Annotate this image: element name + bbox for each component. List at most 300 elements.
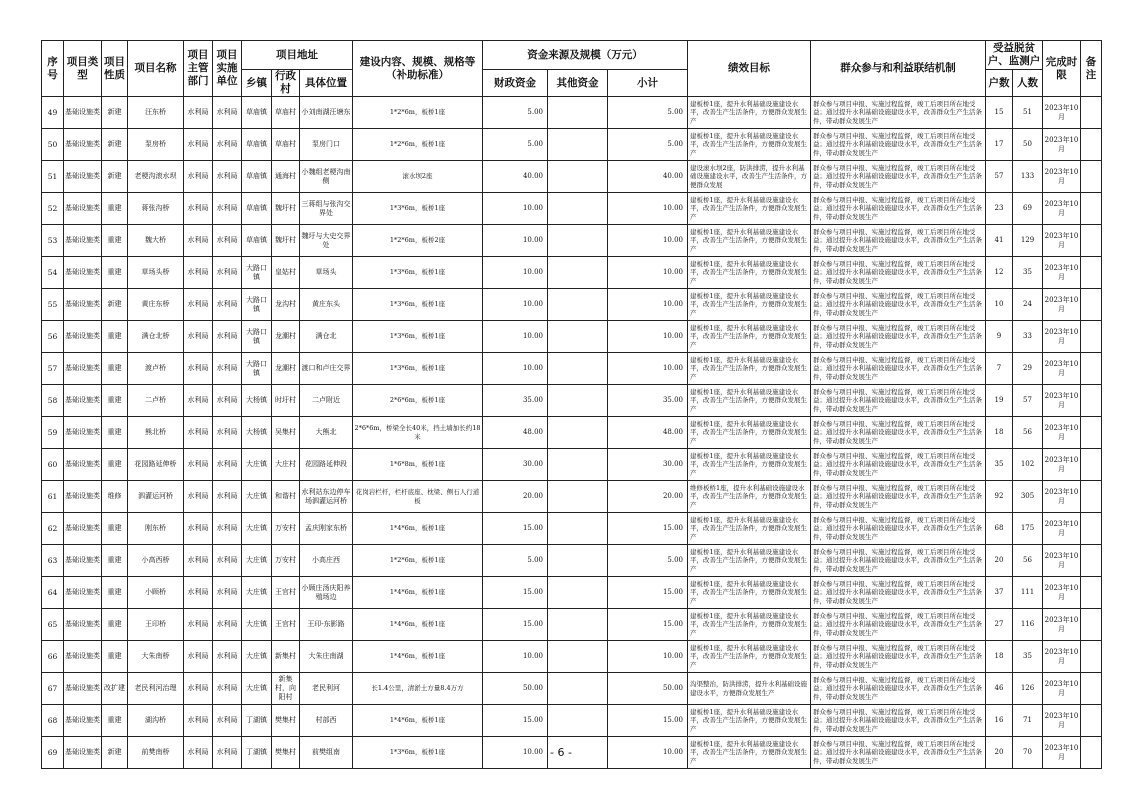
cell-content: 1*3*6m，板桥1座 [353, 257, 483, 289]
cell-nature: 重建 [102, 417, 128, 449]
header-fiscal: 财政资金 [483, 70, 548, 97]
cell-content: 1*4*6m，板桥1座 [353, 705, 483, 737]
cell-content: 1*2*6m，板桥2座 [353, 225, 483, 257]
cell-people: 175 [1013, 513, 1043, 545]
cell-households: 16 [986, 705, 1013, 737]
cell-type: 基础设施类 [64, 481, 102, 513]
cell-remark [1081, 673, 1102, 705]
cell-town: 大路口镇 [242, 257, 272, 289]
cell-remark [1081, 97, 1102, 129]
cell-nature: 重建 [102, 641, 128, 673]
cell-content: 1*6*8m，板桥1座 [353, 449, 483, 481]
cell-name: 满仓北桥 [128, 321, 184, 353]
cell-type: 基础设施类 [64, 673, 102, 705]
cell-name: 小高西桥 [128, 545, 184, 577]
cell-seq: 68 [42, 705, 64, 737]
cell-type: 基础设施类 [64, 513, 102, 545]
cell-subtotal: 20.00 [608, 481, 688, 513]
cell-village: 吴集村 [272, 417, 300, 449]
cell-dept: 水利局 [184, 97, 213, 129]
cell-other [548, 97, 608, 129]
cell-location: 泵房门口 [300, 129, 353, 161]
header-dept: 项目主管部门 [184, 41, 213, 97]
cell-unit: 水利局 [213, 449, 242, 481]
cell-dept: 水利局 [184, 705, 213, 737]
cell-remark [1081, 545, 1102, 577]
cell-village: 大庄村 [272, 449, 300, 481]
cell-name: 老梗沟滚水坝 [128, 161, 184, 193]
cell-type: 基础设施类 [64, 609, 102, 641]
cell-other [548, 641, 608, 673]
cell-remark [1081, 193, 1102, 225]
cell-location: 渡口和卢庄交界 [300, 353, 353, 385]
cell-dept: 水利局 [184, 225, 213, 257]
cell-other [548, 321, 608, 353]
cell-goal: 建板桥1座，提升水利基础设施建设水平，改善生产生活条件，方便群众发展生产 [688, 545, 811, 577]
cell-other [548, 353, 608, 385]
cell-town: 大庄镇 [242, 449, 272, 481]
cell-deadline: 2023年10月 [1043, 417, 1081, 449]
cell-subtotal: 10.00 [608, 193, 688, 225]
cell-dept: 水利局 [184, 609, 213, 641]
cell-other [548, 481, 608, 513]
cell-deadline: 2023年10月 [1043, 257, 1081, 289]
cell-village: 王官村 [272, 609, 300, 641]
cell-deadline: 2023年10月 [1043, 129, 1081, 161]
cell-households: 23 [986, 193, 1013, 225]
cell-seq: 59 [42, 417, 64, 449]
header-funds: 资金来源及规模（万元） [483, 41, 688, 70]
cell-other [548, 609, 608, 641]
cell-seq: 63 [42, 545, 64, 577]
cell-name: 前樊南桥 [128, 737, 184, 769]
cell-goal: 建板桥1座，提升水利基础设施建设水平，改善生产生活条件，方便群众发展生产 [688, 193, 811, 225]
cell-fiscal: 48.00 [483, 417, 548, 449]
cell-remark [1081, 161, 1102, 193]
cell-seq: 56 [42, 321, 64, 353]
cell-location: 小刘南湖汪塘东 [300, 97, 353, 129]
cell-location: 大朱庄南湖 [300, 641, 353, 673]
cell-fiscal: 30.00 [483, 449, 548, 481]
cell-goal: 建板桥1座，提升水利基础设施建设水平，改善生产生活条件，方便群众发展生产 [688, 353, 811, 385]
cell-remark [1081, 353, 1102, 385]
cell-goal: 建板桥1座，提升水利基础设施建设水平，改善生产生活条件，方便群众发展生产 [688, 417, 811, 449]
cell-people: 29 [1013, 353, 1043, 385]
table-header [42, 41, 1102, 97]
cell-deadline: 2023年10月 [1043, 321, 1081, 353]
cell-households: 15 [986, 97, 1013, 129]
cell-nature: 新建 [102, 129, 128, 161]
cell-type: 基础设施类 [64, 193, 102, 225]
cell-seq: 50 [42, 129, 64, 161]
cell-remark [1081, 289, 1102, 321]
cell-dept: 水利局 [184, 641, 213, 673]
table-row [42, 481, 1102, 513]
cell-seq: 66 [42, 641, 64, 673]
cell-unit: 水利局 [213, 481, 242, 513]
cell-deadline: 2023年10月 [1043, 481, 1081, 513]
cell-fiscal: 10.00 [483, 737, 548, 769]
cell-nature: 重建 [102, 577, 128, 609]
cell-remark [1081, 385, 1102, 417]
cell-fiscal: 10.00 [483, 257, 548, 289]
cell-nature: 重建 [102, 225, 128, 257]
cell-content: 花岗岩栏杆，栏杆底座、枕梁、侧石人行道板 [353, 481, 483, 513]
cell-subtotal: 10.00 [608, 641, 688, 673]
cell-seq: 67 [42, 673, 64, 705]
cell-mechanism: 群众参与项目申报、实施过程监督，竣工后项目所在地受益；通过提升水利基础设施建设水平，改善群众生产生活条件，带动群众发展生产 [811, 289, 986, 321]
cell-seq: 58 [42, 385, 64, 417]
cell-location: 草场头 [300, 257, 353, 289]
cell-unit: 水利局 [213, 353, 242, 385]
cell-subtotal: 50.00 [608, 673, 688, 705]
cell-village: 新集村 [272, 641, 300, 673]
cell-town: 大路口镇 [242, 321, 272, 353]
table-row [42, 225, 1102, 257]
cell-type: 基础设施类 [64, 641, 102, 673]
cell-goal: 建板桥1座，提升水利基础设施建设水平，改善生产生活条件，方便群众发展生产 [688, 449, 811, 481]
cell-nature: 维修 [102, 481, 128, 513]
cell-town: 大庄镇 [242, 577, 272, 609]
cell-village: 万安村 [272, 513, 300, 545]
cell-location: 村部西 [300, 705, 353, 737]
cell-other [548, 385, 608, 417]
cell-people: 24 [1013, 289, 1043, 321]
cell-content: 1*4*6m，板桥1座 [353, 641, 483, 673]
cell-goal: 建板桥1座，提升水利基础设施建设水平，改善生产生活条件，方便群众发展生产 [688, 385, 811, 417]
header-beneficiary: 受益脱贫户、监测户 [986, 41, 1043, 70]
cell-town: 丁湖镇 [242, 705, 272, 737]
cell-name: 二卢桥 [128, 385, 184, 417]
cell-type: 基础设施类 [64, 417, 102, 449]
cell-name: 渡卢桥 [128, 353, 184, 385]
cell-content: 2*6*6m，板桥1座 [353, 385, 483, 417]
cell-type: 基础设施类 [64, 577, 102, 609]
cell-content: 长1.4公里，清淤土方量8.4万方 [353, 673, 483, 705]
cell-town: 大庄镇 [242, 609, 272, 641]
cell-deadline: 2023年10月 [1043, 705, 1081, 737]
header-type: 项目类型 [64, 41, 102, 97]
cell-name: 蒋张沟桥 [128, 193, 184, 225]
cell-name: 花园路延伸桥 [128, 449, 184, 481]
header-address: 项目地址 [242, 41, 353, 70]
cell-fiscal: 10.00 [483, 193, 548, 225]
table-row [42, 385, 1102, 417]
cell-remark [1081, 129, 1102, 161]
cell-fiscal: 40.00 [483, 161, 548, 193]
cell-mechanism: 群众参与项目申报、实施过程监督，竣工后项目所在地受益；通过提升水利基础设施建设水平，改善群众生产生活条件，带动群众发展生产 [811, 353, 986, 385]
cell-town: 草庙镇 [242, 97, 272, 129]
cell-type: 基础设施类 [64, 705, 102, 737]
cell-mechanism: 群众参与项目申报、实施过程监督，竣工后项目所在地受益；通过提升水利基础设施建设水平，改善群众生产生活条件，带动群众发展生产 [811, 193, 986, 225]
cell-seq: 52 [42, 193, 64, 225]
cell-nature: 重建 [102, 385, 128, 417]
cell-nature: 新建 [102, 289, 128, 321]
cell-mechanism: 群众参与项目申报、实施过程监督，竣工后项目所在地受益；通过提升水利基础设施建设水平，改善群众生产生活条件，带动群众发展生产 [811, 673, 986, 705]
cell-town: 草庙镇 [242, 129, 272, 161]
cell-dept: 水利局 [184, 289, 213, 321]
cell-town: 大路口镇 [242, 353, 272, 385]
cell-households: 10 [986, 289, 1013, 321]
cell-other [548, 289, 608, 321]
cell-households: 37 [986, 577, 1013, 609]
cell-nature: 新建 [102, 97, 128, 129]
cell-name: 泵房桥 [128, 129, 184, 161]
cell-dept: 水利局 [184, 129, 213, 161]
header-town: 乡镇 [242, 70, 272, 97]
cell-seq: 64 [42, 577, 64, 609]
cell-unit: 水利局 [213, 161, 242, 193]
cell-seq: 49 [42, 97, 64, 129]
cell-town: 大路口镇 [242, 289, 272, 321]
cell-unit: 水利局 [213, 641, 242, 673]
cell-town: 大庄镇 [242, 545, 272, 577]
cell-unit: 水利局 [213, 545, 242, 577]
cell-content: 2*6*6m，桥梁全长40米，挡土墙加长约18米 [353, 417, 483, 449]
cell-location: 大熊北 [300, 417, 353, 449]
cell-subtotal: 10.00 [608, 225, 688, 257]
cell-remark [1081, 257, 1102, 289]
header-content: 建设内容、规模、规格等（补助标准） [353, 41, 483, 97]
cell-goal: 建板桥1座，提升水利基础设施建设水平，改善生产生活条件，方便群众发展生产 [688, 641, 811, 673]
cell-nature: 重建 [102, 257, 128, 289]
cell-content: 1*3*6m，板桥1座 [353, 289, 483, 321]
table-row [42, 673, 1102, 705]
cell-content: 1*4*6m，板桥1座 [353, 577, 483, 609]
table-row [42, 289, 1102, 321]
cell-nature: 改扩建 [102, 673, 128, 705]
cell-village: 王官村 [272, 577, 300, 609]
cell-remark [1081, 609, 1102, 641]
table-row [42, 257, 1102, 289]
cell-content: 1*2*6m，板桥1座 [353, 129, 483, 161]
cell-deadline: 2023年10月 [1043, 449, 1081, 481]
cell-fiscal: 10.00 [483, 353, 548, 385]
cell-name: 刚东桥 [128, 513, 184, 545]
cell-location: 小顾庄汤庆阳养殖场边 [300, 577, 353, 609]
table-row [42, 609, 1102, 641]
header-remark: 备注 [1081, 41, 1102, 97]
cell-people: 116 [1013, 609, 1043, 641]
cell-remark [1081, 225, 1102, 257]
header-seq: 序号 [42, 41, 64, 97]
cell-village: 樊集村 [272, 737, 300, 769]
cell-people: 50 [1013, 129, 1043, 161]
cell-people: 129 [1013, 225, 1043, 257]
cell-subtotal: 5.00 [608, 129, 688, 161]
cell-households: 19 [986, 385, 1013, 417]
cell-remark [1081, 641, 1102, 673]
cell-location: 小魏组老梗沟南侧 [300, 161, 353, 193]
cell-deadline: 2023年10月 [1043, 577, 1081, 609]
cell-location: 三蒋组与张沟交界处 [300, 193, 353, 225]
cell-location: 老民利河 [300, 673, 353, 705]
cell-nature: 重建 [102, 609, 128, 641]
cell-fiscal: 50.00 [483, 673, 548, 705]
cell-dept: 水利局 [184, 353, 213, 385]
cell-dept: 水利局 [184, 577, 213, 609]
cell-town: 丁湖镇 [242, 737, 272, 769]
cell-mechanism: 群众参与项目申报、实施过程监督，竣工后项目所在地受益；通过提升水利基础设施建设水平，改善群众生产生活条件，带动群众发展生产 [811, 481, 986, 513]
cell-households: 27 [986, 609, 1013, 641]
cell-people: 71 [1013, 705, 1043, 737]
cell-deadline: 2023年10月 [1043, 161, 1081, 193]
cell-fiscal: 15.00 [483, 513, 548, 545]
cell-nature: 重建 [102, 193, 128, 225]
cell-seq: 69 [42, 737, 64, 769]
cell-deadline: 2023年10月 [1043, 513, 1081, 545]
cell-goal: 建板桥1座，提升水利基础设施建设水平，改善生产生活条件，方便群众发展生产 [688, 257, 811, 289]
cell-seq: 62 [42, 513, 64, 545]
cell-type: 基础设施类 [64, 737, 102, 769]
cell-fiscal: 5.00 [483, 129, 548, 161]
cell-content: 1*4*6m，板桥1座 [353, 609, 483, 641]
header-location: 具体位置 [300, 70, 353, 97]
cell-deadline: 2023年10月 [1043, 289, 1081, 321]
cell-name: 草场头桥 [128, 257, 184, 289]
cell-location: 二卢附近 [300, 385, 353, 417]
cell-unit: 水利局 [213, 321, 242, 353]
cell-unit: 水利局 [213, 705, 242, 737]
cell-people: 57 [1013, 385, 1043, 417]
cell-goal: 建板桥1座，提升水利基础设施建设水平，改善生产生活条件，方便群众发展生产 [688, 705, 811, 737]
cell-location: 魏圩与大史交界处 [300, 225, 353, 257]
cell-people: 126 [1013, 673, 1043, 705]
cell-location: 前樊组南 [300, 737, 353, 769]
cell-remark [1081, 577, 1102, 609]
cell-unit: 水利局 [213, 417, 242, 449]
cell-location: 王印-东影路 [300, 609, 353, 641]
cell-village: 时圩村 [272, 385, 300, 417]
cell-unit: 水利局 [213, 97, 242, 129]
cell-seq: 65 [42, 609, 64, 641]
cell-subtotal: 40.00 [608, 161, 688, 193]
cell-nature: 重建 [102, 321, 128, 353]
cell-mechanism: 群众参与项目申报、实施过程监督，竣工后项目所在地受益；通过提升水利基础设施建设水平，改善群众生产生活条件，带动群众发展生产 [811, 257, 986, 289]
cell-fiscal: 15.00 [483, 577, 548, 609]
cell-remark [1081, 705, 1102, 737]
cell-name: 魏大桥 [128, 225, 184, 257]
header-other: 其他资金 [548, 70, 608, 97]
cell-other [548, 129, 608, 161]
cell-subtotal: 10.00 [608, 353, 688, 385]
cell-households: 41 [986, 225, 1013, 257]
cell-village: 樊集村 [272, 705, 300, 737]
cell-subtotal: 35.00 [608, 385, 688, 417]
page-number: - 6 - [550, 746, 572, 759]
cell-subtotal: 5.00 [608, 97, 688, 129]
cell-village: 皇姑村 [272, 257, 300, 289]
table-row [42, 705, 1102, 737]
cell-people: 35 [1013, 257, 1043, 289]
cell-town: 大杨镇 [242, 385, 272, 417]
cell-households: 35 [986, 449, 1013, 481]
cell-goal: 维修板桥1座，提升水利基础设施建设水平，改善生产生活条件，方便群众发展生产 [688, 481, 811, 513]
cell-unit: 水利局 [213, 129, 242, 161]
cell-mechanism: 群众参与项目申报、实施过程监督，竣工后项目所在地受益；通过提升水利基础设施建设水平，改善群众生产生活条件，带动群众发展生产 [811, 129, 986, 161]
header-nature: 项目性质 [102, 41, 128, 97]
cell-goal: 建板桥1座，提升水利基础设施建设水平，改善生产生活条件，方便群众发展生产 [688, 577, 811, 609]
cell-mechanism: 群众参与项目申报、实施过程监督，竣工后项目所在地受益；通过提升水利基础设施建设水平，改善群众生产生活条件，带动群众发展生产 [811, 705, 986, 737]
cell-seq: 54 [42, 257, 64, 289]
cell-town: 草庙镇 [242, 193, 272, 225]
cell-type: 基础设施类 [64, 97, 102, 129]
header-goal: 绩效目标 [688, 41, 811, 97]
header-village: 行政村 [272, 70, 300, 97]
cell-dept: 水利局 [184, 673, 213, 705]
cell-mechanism: 群众参与项目申报、实施过程监督，竣工后项目所在地受益；通过提升水利基础设施建设水平，改善群众生产生活条件，带动群众发展生产 [811, 385, 986, 417]
table-row [42, 449, 1102, 481]
cell-goal: 建板桥1座，提升水利基础设施建设水平，改善生产生活条件，方便群众发展生产 [688, 225, 811, 257]
cell-nature: 重建 [102, 449, 128, 481]
cell-households: 57 [986, 161, 1013, 193]
cell-subtotal: 5.00 [608, 545, 688, 577]
cell-content: 1*4*6m，板桥1座 [353, 513, 483, 545]
cell-people: 70 [1013, 737, 1043, 769]
cell-fiscal: 10.00 [483, 321, 548, 353]
cell-content: 1*3*6m，板桥1座 [353, 321, 483, 353]
cell-type: 基础设施类 [64, 353, 102, 385]
table-row [42, 161, 1102, 193]
cell-location: 黄庄东头 [300, 289, 353, 321]
cell-nature: 新建 [102, 161, 128, 193]
table-row [42, 577, 1102, 609]
cell-people: 111 [1013, 577, 1043, 609]
cell-households: 20 [986, 737, 1013, 769]
cell-dept: 水利局 [184, 385, 213, 417]
cell-seq: 60 [42, 449, 64, 481]
cell-content: 1*3*6m，板桥1座 [353, 737, 483, 769]
cell-village: 魏圩村 [272, 193, 300, 225]
cell-households: 7 [986, 353, 1013, 385]
cell-unit: 水利局 [213, 385, 242, 417]
cell-people: 56 [1013, 417, 1043, 449]
cell-deadline: 2023年10月 [1043, 193, 1081, 225]
cell-other [548, 193, 608, 225]
cell-remark [1081, 417, 1102, 449]
cell-village: 通海村 [272, 161, 300, 193]
cell-village: 龙沟村 [272, 289, 300, 321]
header-people: 人数 [1013, 70, 1043, 97]
cell-other [548, 705, 608, 737]
cell-deadline: 2023年10月 [1043, 737, 1081, 769]
cell-mechanism: 群众参与项目申报、实施过程监督，竣工后项目所在地受益；通过提升水利基础设施建设水平，改善群众生产生活条件，带动群众发展生产 [811, 161, 986, 193]
cell-type: 基础设施类 [64, 321, 102, 353]
cell-goal: 建板桥1座，提升水利基础设施建设水平，改善生产生活条件，方便群众发展生产 [688, 129, 811, 161]
cell-fiscal: 15.00 [483, 609, 548, 641]
cell-nature: 重建 [102, 705, 128, 737]
cell-households: 12 [986, 257, 1013, 289]
cell-households: 46 [986, 673, 1013, 705]
cell-households: 18 [986, 641, 1013, 673]
cell-people: 33 [1013, 321, 1043, 353]
header-deadline: 完成时限 [1043, 41, 1081, 97]
cell-dept: 水利局 [184, 737, 213, 769]
cell-mechanism: 群众参与项目申报、实施过程监督，竣工后项目所在地受益；通过提升水利基础设施建设水平，改善群众生产生活条件，带动群众发展生产 [811, 417, 986, 449]
table-row [42, 641, 1102, 673]
cell-deadline: 2023年10月 [1043, 97, 1081, 129]
cell-mechanism: 群众参与项目申报、实施过程监督，竣工后项目所在地受益；通过提升水利基础设施建设水平，改善群众生产生活条件，带动群众发展生产 [811, 641, 986, 673]
project-table [41, 40, 1102, 769]
cell-other [548, 513, 608, 545]
cell-dept: 水利局 [184, 481, 213, 513]
header-subtotal: 小计 [608, 70, 688, 97]
cell-location: 水利站东边停车场泗灌运河桥 [300, 481, 353, 513]
cell-location: 满仓北 [300, 321, 353, 353]
cell-deadline: 2023年10月 [1043, 353, 1081, 385]
cell-location: 孟庆刚家东桥 [300, 513, 353, 545]
cell-dept: 水利局 [184, 161, 213, 193]
